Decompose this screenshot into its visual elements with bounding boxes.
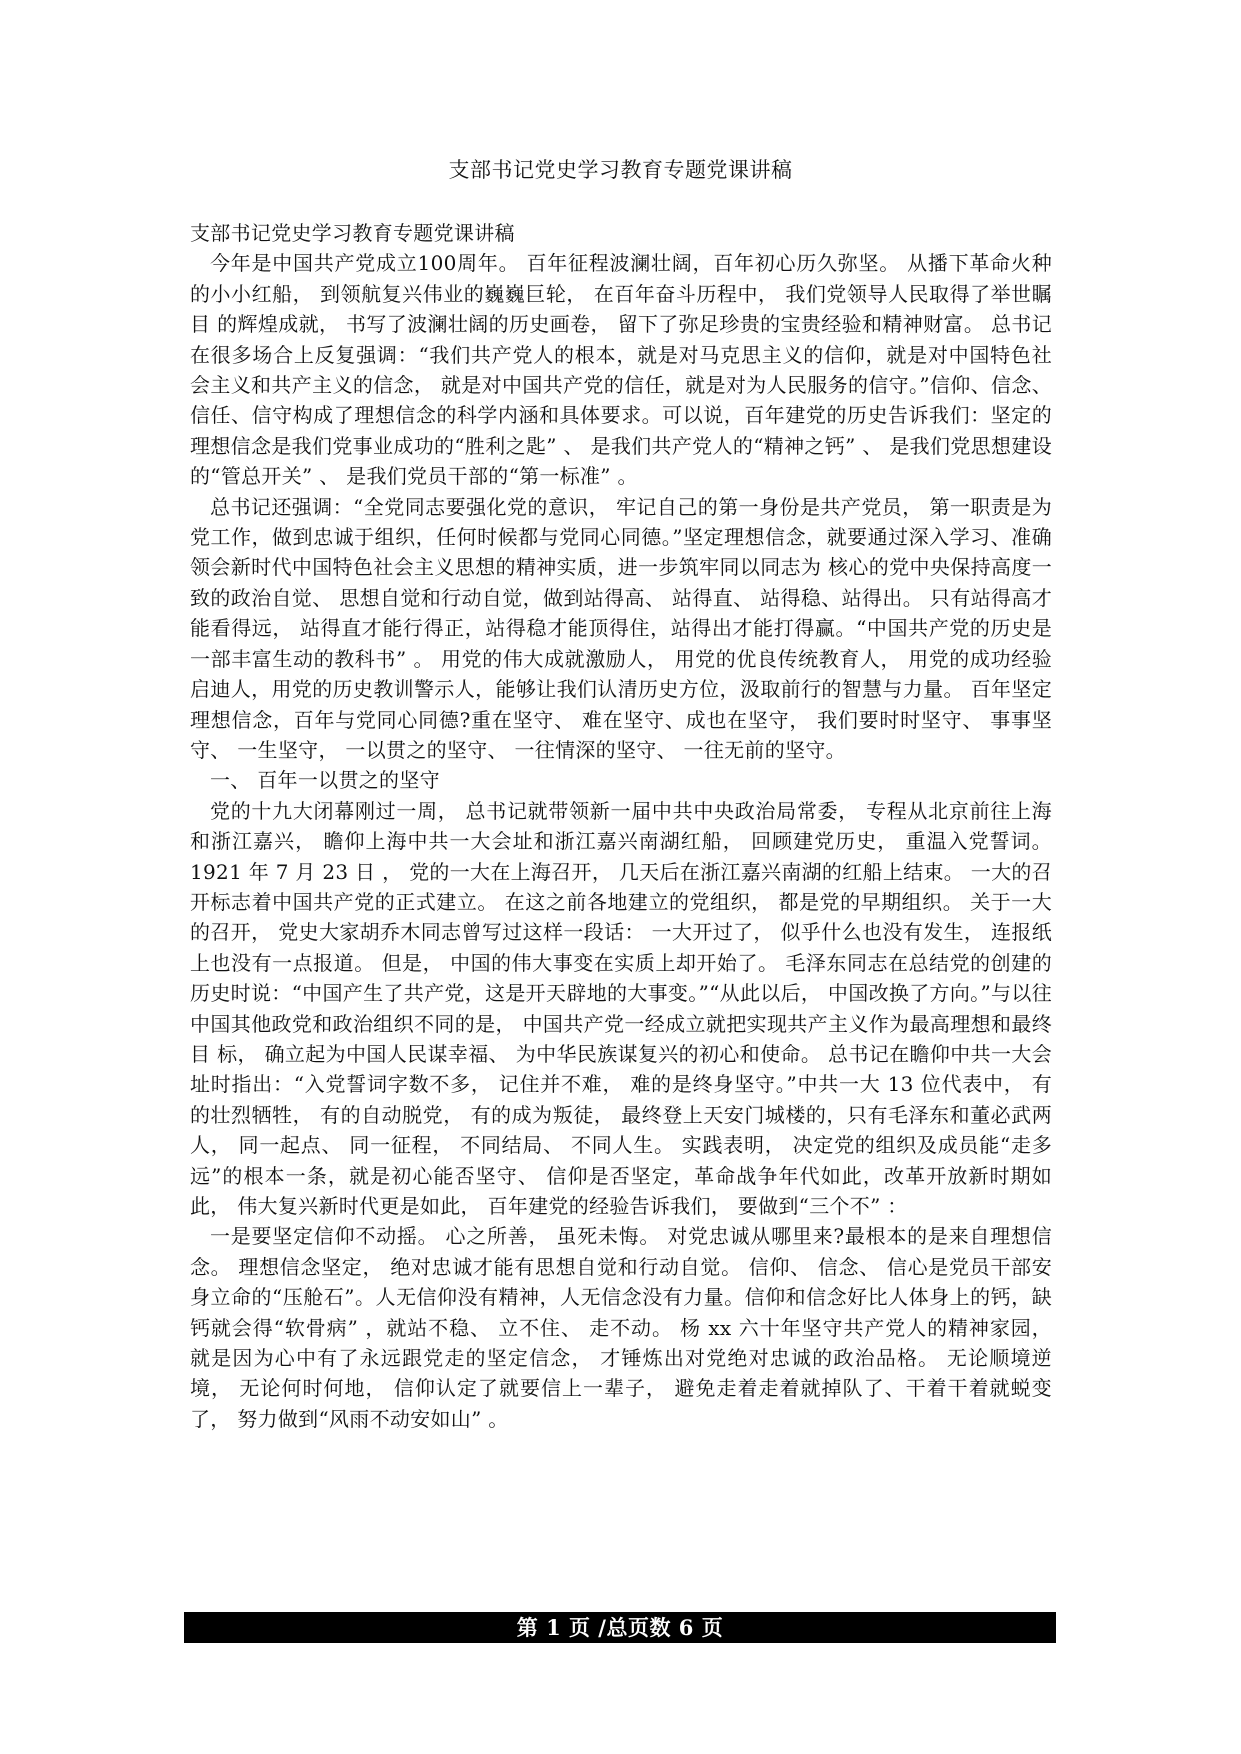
section-heading-one: 一、 百年一以贯之的坚守	[210, 768, 440, 793]
document-title: 支部书记党史学习教育专题党课讲稿	[448, 158, 793, 182]
paragraph-belief: 一是要坚定信仰不动摇。 心之所善， 虽死未悔。 对党忠诚从哪里来?最根本的是来自理想信念。 理想信念坚定， 绝对忠诚才能有思想自觉和行动自觉。 信仰、 信念、 信心是党员干部安身立命的“压舱石”。人无信仰没有精神，人无信念没有力量。信仰和信念好比人体身上的钙，缺钙就会得“软骨病” ，就站不稳、 立不住、 走不动。 杨 xx 六十年坚守共产党人的精神家园， 就是因为心中有了永远跟党走的坚定信念， 才锤炼出对党绝对忠诚的政治品格。 无论顺境逆境， 无论何时何地， 信仰认定了就要信上一辈子， 避免走着走着就掉队了、干着干着就蜕变了， 努力做到“风雨不动安如山” 。	[190, 1224, 1052, 1431]
paragraph-intro: 今年是中国共产党成立100周年。 百年征程波澜壮阔，百年初心历久弥坚。 从播下革命火种的小小红船， 到领航复兴伟业的巍巍巨轮， 在百年奋斗历程中， 我们党领导人民取得了举世瞩目 的辉煌成就， 书写了波澜壮阔的历史画卷， 留下了弥足珍贵的宝贵经验和精神财富。 总书记在很多场合上反复强调：“我们共产党人的根本，就是对马克思主义的信仰，就是对中国特色社会主义和共产主义的信念， 就是对中国共产党的信任，就是对为人民服务的信守。”信仰、信念、信任、信守构成了理想信念的科学内涵和具体要求。可以说，百年建党的历史告诉我们：坚定的理想信念是我们党事业成功的“胜利之匙” 、 是我们共产党人的“精神之钙” 、 是我们党思想建设的“管总开关” 、 是我们党员干部的“第一标准” 。	[190, 251, 1052, 489]
paragraph-history: 党的十九大闭幕刚过一周， 总书记就带领新一届中共中央政治局常委， 专程从北京前往上海和浙江嘉兴， 瞻仰上海中共一大会址和浙江嘉兴南湖红船， 回顾建党历史， 重温入党誓词。1921 年 7 月 23 日 ， 党的一大在上海召开， 几天后在浙江嘉兴南湖的红船上结束。 一大的召开标志着中国共产党的正式建立。 在这之前各地建立的党组织， 都是党的早期组织。 关于一大的召开， 党史大家胡乔木同志曾写过这样一段话： 一大开过了， 似乎什么也没有发生， 连报纸上也没有一点报道。 但是， 中国的伟大事变在实质上却开始了。 毛泽东同志在总结党的创建的历史时说：“中国产生了共产党，这是开天辟地的大事变。”“从此以后， 中国改换了方向。”与以往中国其他政党和政治组织不同的是， 中国共产党一经成立就把实现共产主义作为最高理想和最终目 标， 确立起为中国人民谋幸福、 为中华民族谋复兴的初心和使命。 总书记在瞻仰中共一大会址时指出：“入党誓词字数不多， 记住并不难， 难的是终身坚守。”中共一大 13 位代表中， 有的壮烈牺牲， 有的自动脱党， 有的成为叛徒， 最终登上天安门城楼的，只有毛泽东和董必武两人， 同一起点、 同一征程， 不同结局、 不同人生。 实践表明， 决定党的组织及成员能“走多远”的根本一条，就是初心能否坚守、 信仰是否坚定，革命战争年代如此，改革开放新时期如此， 伟大复兴新时代更是如此， 百年建党的经验告诉我们， 要做到“三个不” ：	[190, 798, 1052, 1218]
paragraph-second: 总书记还强调：“全党同志要强化党的意识， 牢记自己的第一身份是共产党员， 第一职责是为党工作，做到忠诚于组织，任何时候都与党同心同德。”坚定理想信念，就要通过深入学习、准确领会新时代中国特色社会主义思想的精神实质，进一步筑牢同以同志为 核心的党中央保持高度一致的政治自觉、 思想自觉和行动自觉，做到站得高、 站得直、 站得稳、站得出。 只有站得高才能看得远， 站得直才能行得正，站得稳才能顶得住，站得出才能打得赢。“中国共产党的历史是一部丰富生动的教科书” 。 用党的伟大成就激励人， 用党的优良传统教育人， 用党的成功经验启迪人，用党的历史教训警示人，能够让我们认清历史方位，汲取前行的智慧与力量。 百年坚定理想信念，百年与党同心同德?重在坚守、 难在坚守、成也在坚守， 我们要时时坚守、 事事坚守、 一生坚守， 一以贯之的坚守、 一往情深的坚守、 一往无前的坚守。	[190, 494, 1052, 762]
document-body	[190, 218, 1052, 1434]
page-footer: 第 1 页 /总页数 6 页	[184, 1612, 1056, 1643]
body-heading: 支部书记党史学习教育专题党课讲稿	[190, 221, 515, 245]
